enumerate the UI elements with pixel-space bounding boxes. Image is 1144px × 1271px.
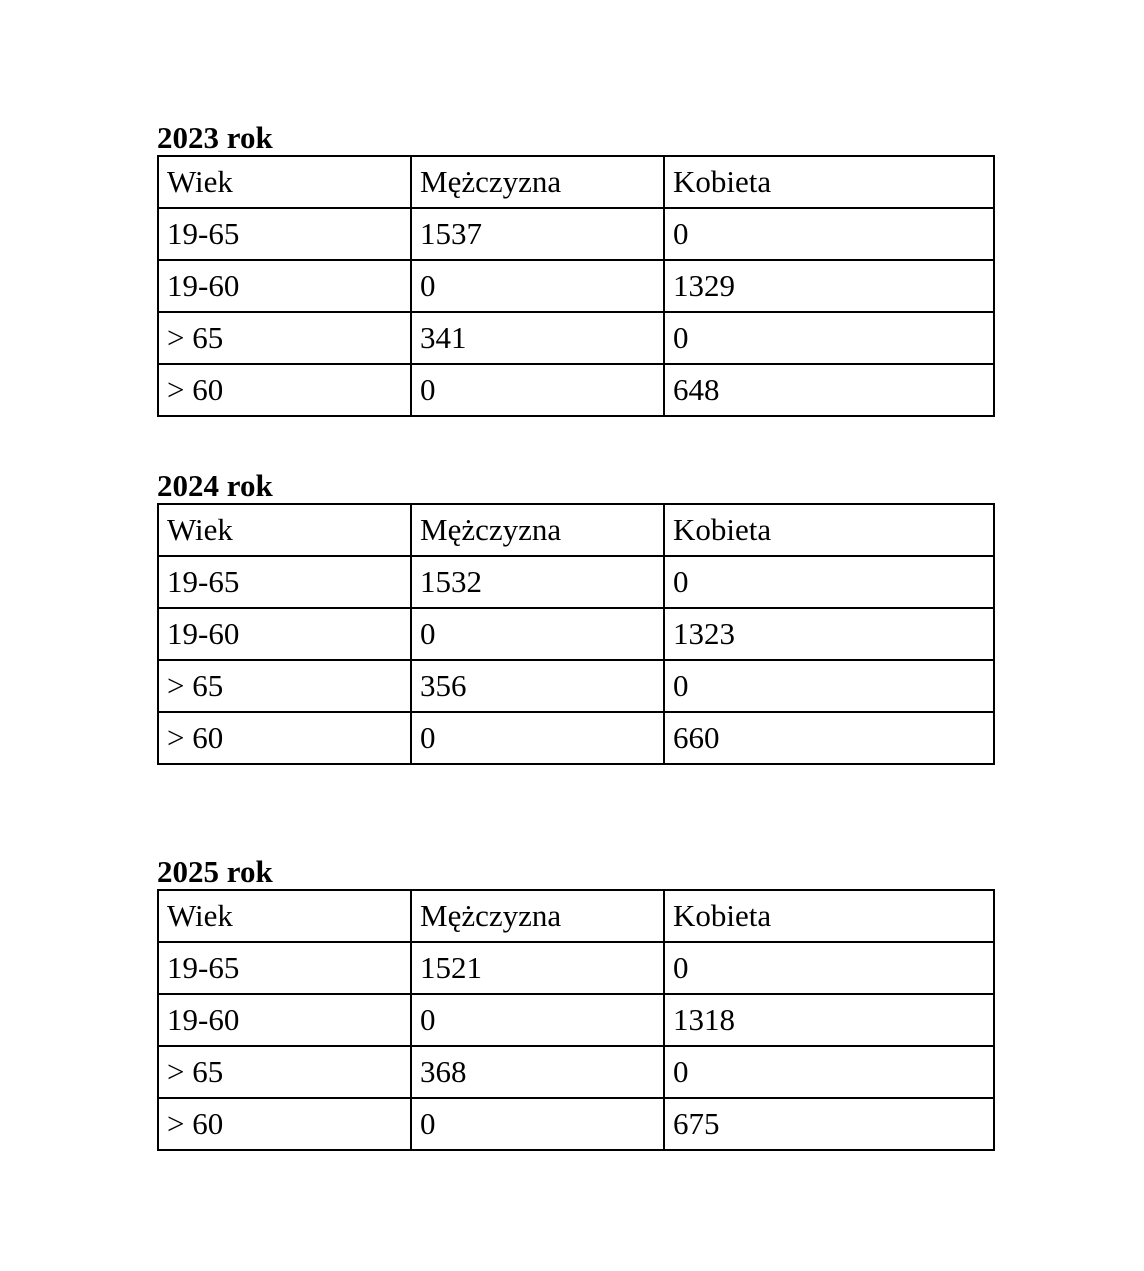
table-cell: > 65 <box>158 660 411 712</box>
table-cell: 0 <box>411 260 664 312</box>
table-cell: 341 <box>411 312 664 364</box>
year-section-2024 <box>157 469 993 765</box>
table-cell: > 65 <box>158 1046 411 1098</box>
table-cell: 0 <box>664 556 994 608</box>
header-cell-female: Kobieta <box>664 890 994 942</box>
table-row <box>158 1098 994 1150</box>
table-cell: 19-65 <box>158 208 411 260</box>
table-row <box>158 942 994 994</box>
header-cell-male: Mężczyzna <box>411 156 664 208</box>
table-cell: 0 <box>664 1046 994 1098</box>
table-row <box>158 260 994 312</box>
table-cell: 0 <box>411 994 664 1046</box>
year-section-2025 <box>157 855 993 1151</box>
data-table <box>157 155 995 417</box>
header-cell-female: Kobieta <box>664 156 994 208</box>
table-cell: 0 <box>411 364 664 416</box>
table-header-row <box>158 504 994 556</box>
table-header-row <box>158 890 994 942</box>
table-cell: 368 <box>411 1046 664 1098</box>
table-cell: 1323 <box>664 608 994 660</box>
table-cell: 1521 <box>411 942 664 994</box>
table-cell: > 60 <box>158 1098 411 1150</box>
table-row <box>158 660 994 712</box>
table-cell: 1532 <box>411 556 664 608</box>
table-cell: 648 <box>664 364 994 416</box>
table-cell: 19-65 <box>158 556 411 608</box>
table-cell: 19-60 <box>158 260 411 312</box>
data-table <box>157 503 995 765</box>
data-table <box>157 889 995 1151</box>
table-row <box>158 208 994 260</box>
table-cell: > 60 <box>158 712 411 764</box>
table-row <box>158 312 994 364</box>
header-cell-female: Kobieta <box>664 504 994 556</box>
table-cell: 19-65 <box>158 942 411 994</box>
table-row <box>158 712 994 764</box>
table-cell: 356 <box>411 660 664 712</box>
table-cell: 19-60 <box>158 994 411 1046</box>
header-cell-male: Mężczyzna <box>411 504 664 556</box>
header-cell-age: Wiek <box>158 504 411 556</box>
table-cell: > 60 <box>158 364 411 416</box>
section-title: 2024 rok <box>157 468 273 503</box>
table-cell: 0 <box>411 608 664 660</box>
section-title: 2023 rok <box>157 120 273 155</box>
header-cell-age: Wiek <box>158 156 411 208</box>
table-row <box>158 364 994 416</box>
table-cell: 0 <box>664 208 994 260</box>
table-cell: > 65 <box>158 312 411 364</box>
table-cell: 0 <box>664 942 994 994</box>
table-cell: 0 <box>664 660 994 712</box>
table-row <box>158 608 994 660</box>
table-header-row <box>158 156 994 208</box>
table-cell: 1329 <box>664 260 994 312</box>
table-cell: 19-60 <box>158 608 411 660</box>
table-row <box>158 556 994 608</box>
year-section-2023 <box>157 121 993 417</box>
table-row <box>158 1046 994 1098</box>
table-cell: 0 <box>664 312 994 364</box>
section-title: 2025 rok <box>157 854 273 889</box>
table-row <box>158 994 994 1046</box>
table-cell: 660 <box>664 712 994 764</box>
table-cell: 1318 <box>664 994 994 1046</box>
table-cell: 1537 <box>411 208 664 260</box>
header-cell-age: Wiek <box>158 890 411 942</box>
table-cell: 0 <box>411 1098 664 1150</box>
table-cell: 0 <box>411 712 664 764</box>
table-cell: 675 <box>664 1098 994 1150</box>
header-cell-male: Mężczyzna <box>411 890 664 942</box>
